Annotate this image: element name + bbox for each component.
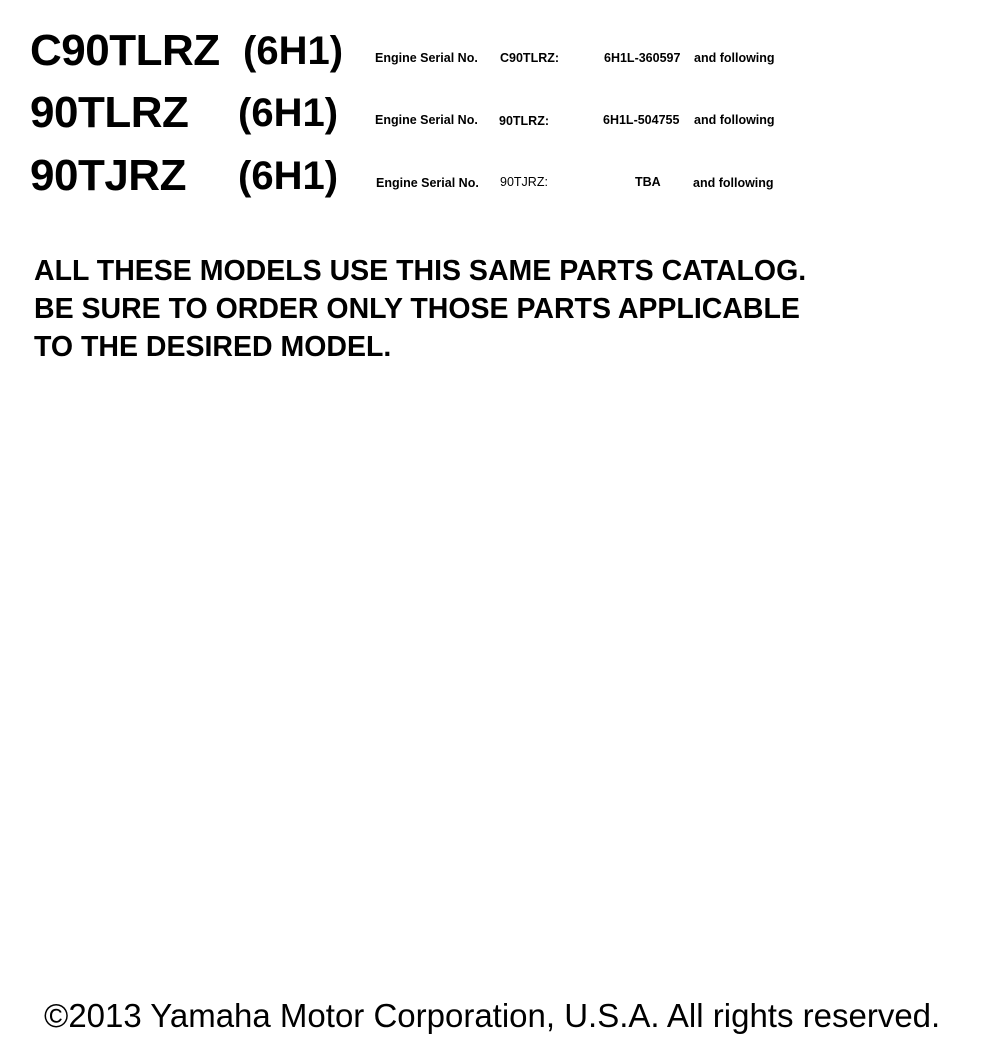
model-code: (6H1) (243, 29, 344, 73)
model-code: (6H1) (238, 91, 339, 135)
model-name: C90TLRZ (30, 26, 220, 75)
serial-number: TBA (635, 175, 661, 189)
serial-number: 6H1L-360597 (604, 51, 681, 65)
serial-number: 6H1L-504755 (603, 113, 680, 127)
model-name: 90TJRZ (30, 151, 186, 200)
serial-label: Engine Serial No. (375, 113, 478, 127)
notice-line: BE SURE TO ORDER ONLY THOSE PARTS APPLICABLE (34, 293, 800, 325)
model-code: (6H1) (238, 154, 339, 198)
serial-following: and following (694, 113, 775, 127)
model-name: 90TLRZ (30, 88, 189, 137)
serial-model: C90TLRZ: (500, 51, 560, 65)
serial-following: and following (694, 51, 775, 65)
model-row-90tjrz (0, 152, 1000, 212)
serial-label: Engine Serial No. (375, 51, 478, 65)
serial-following: and following (693, 176, 774, 190)
notice-line: TO THE DESIRED MODEL. (34, 331, 392, 363)
model-row-90tlrz (0, 89, 1000, 149)
catalog-notice (34, 252, 806, 366)
notice-line: ALL THESE MODELS USE THIS SAME PARTS CATALOG. (34, 255, 807, 287)
model-row-c90tlrz (0, 26, 1000, 86)
copyright-notice: ©2013 Yamaha Motor Corporation, U.S.A. All rights reserved. (44, 997, 941, 1034)
serial-model: 90TJRZ: (500, 175, 548, 189)
serial-model: 90TLRZ: (499, 114, 549, 128)
serial-label: Engine Serial No. (376, 176, 479, 190)
